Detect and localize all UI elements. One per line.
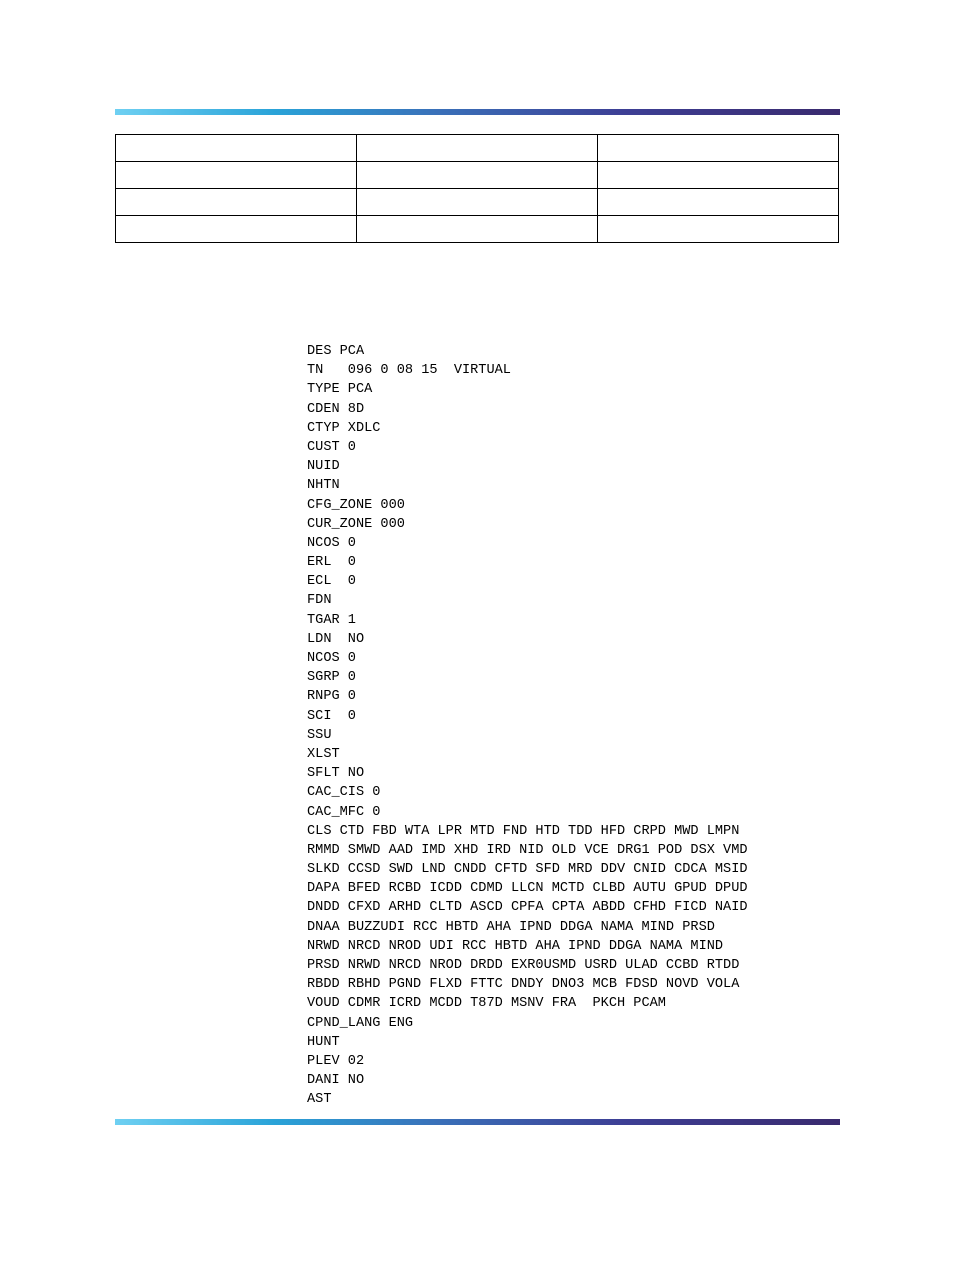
table-cell	[116, 162, 357, 189]
listing-line: NUID	[307, 459, 340, 475]
listing-line: AST	[307, 1092, 332, 1108]
listing-line: CUR_ZONE 000	[307, 516, 405, 532]
table-cell	[116, 135, 357, 162]
listing-line: SFLT NO	[307, 766, 365, 782]
listing-line: XLST	[307, 746, 340, 762]
listing-line: FDN	[307, 593, 332, 609]
empty-table	[115, 134, 839, 243]
listing-line: TN 096 0 08 15 VIRTUAL	[307, 363, 511, 379]
table-cell	[598, 216, 839, 243]
listing-line: CTYP XDLC	[307, 420, 381, 436]
table-cell	[116, 189, 357, 216]
listing-line: RBDD RBHD PGND FLXD FTTC DNDY DNO3 MCB FDSD NOVD VOLA	[307, 977, 740, 993]
listing-line: CFG_ZONE 000	[307, 497, 405, 513]
listing-line: DANI NO	[307, 1073, 365, 1089]
header-gradient-rule	[115, 109, 840, 115]
listing-line: PRSD NRWD NRCD NROD DRDD EXR0USMD USRD ULAD CCBD RTDD	[307, 958, 740, 973]
table-cell	[598, 189, 839, 216]
listing-line: NHTN	[307, 478, 340, 494]
listing-line: TGAR 1	[307, 612, 356, 628]
listing-line: CAC_MFC 0	[307, 804, 381, 820]
listing-line: NCOS 0	[307, 651, 356, 666]
listing-line: DNAA BUZZUDI RCC HBTD AHA IPND DDGA NAMA MIND PRSD	[307, 919, 715, 935]
table-cell	[357, 162, 598, 189]
listing-line: CDEN 8D	[307, 401, 365, 417]
listing-line: CLS CTD FBD WTA LPR MTD FND HTD TDD HFD CRPD MWD LMPN	[307, 823, 740, 839]
listing-line: NRWD NRCD NROD UDI RCC HBTD AHA IPND DDGA NAMA MIND	[307, 938, 724, 954]
table-row	[116, 216, 839, 243]
table-row	[116, 135, 839, 162]
listing-line: SSU	[307, 727, 332, 743]
listing-line: CPND_LANG ENG	[307, 1015, 414, 1031]
footer-gradient-rule	[115, 1119, 840, 1125]
listing-line: HUNT	[307, 1034, 340, 1050]
command-listing	[307, 342, 748, 1110]
table-cell	[598, 135, 839, 162]
listing-line: SGRP 0	[307, 670, 356, 686]
listing-line: ECL 0	[307, 574, 356, 590]
table-cell	[598, 162, 839, 189]
table-cell	[357, 189, 598, 216]
listing-line: SCI 0	[307, 708, 356, 724]
listing-line: DAPA BFED RCBD ICDD CDMD LLCN MCTD CLBD AUTU GPUD DPUD	[307, 881, 748, 897]
listing-line: TYPE PCA	[307, 382, 373, 398]
table-cell	[357, 135, 598, 162]
table-row	[116, 162, 839, 189]
listing-line: CAC_CIS 0	[307, 785, 381, 801]
listing-line: DES PCA	[307, 344, 365, 359]
table-row	[116, 189, 839, 216]
listing-line: RMMD SMWD AAD IMD XHD IRD NID OLD VCE DRG1 POD DSX VMD	[307, 842, 748, 858]
listing-line: NCOS 0	[307, 535, 356, 551]
table-cell	[357, 216, 598, 243]
table-cell	[116, 216, 357, 243]
listing-line: RNPG 0	[307, 689, 356, 705]
listing-line: VOUD CDMR ICRD MCDD T87D MSNV FRA PKCH PCAM	[307, 996, 666, 1012]
listing-line: CUST 0	[307, 439, 356, 455]
listing-line: ERL 0	[307, 555, 356, 571]
listing-line: DNDD CFXD ARHD CLTD ASCD CPFA CPTA ABDD CFHD FICD NAID	[307, 900, 748, 916]
listing-line: PLEV 02	[307, 1053, 365, 1069]
listing-line: SLKD CCSD SWD LND CNDD CFTD SFD MRD DDV CNID CDCA MSID	[307, 862, 748, 878]
listing-line: LDN NO	[307, 631, 365, 647]
